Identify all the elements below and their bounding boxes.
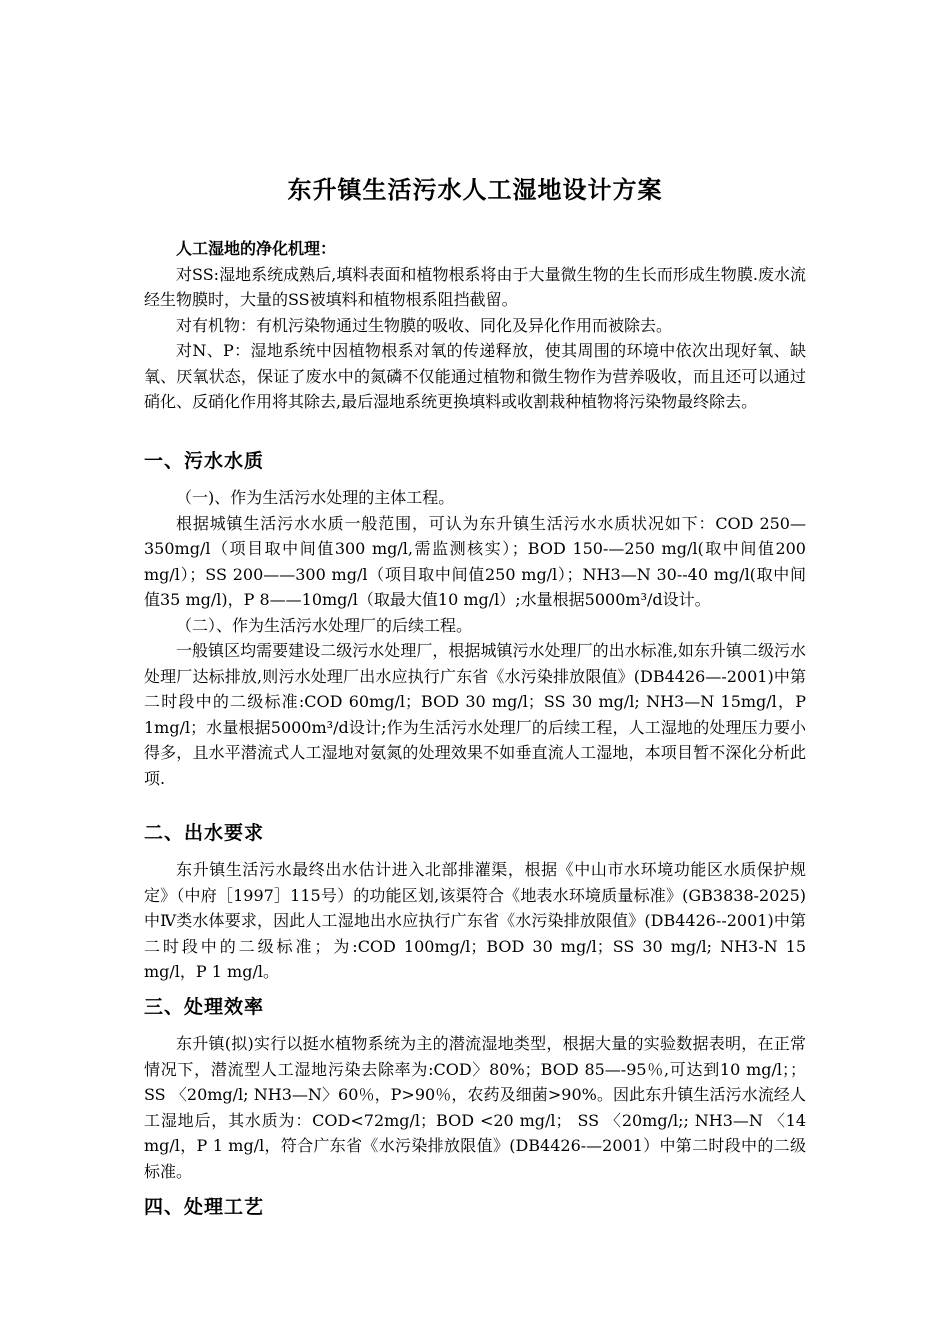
section-2-paragraph-1: 东升镇生活污水最终出水估计进入北部排灌渠，根据《中山市水环境功能区水质保护规定》（中府［1997］115号）的功能区划,该渠符合《地表水环境质量标准》(GB3838-2025)中Ⅳ类水体要求，因此人工湿地出水应执行广东省《水污染排放限值》(DB4426--2001)中第二时段中的二级标准；为:COD 100mg/l；BOD 30 mg/l；SS 30 mg/l; NH3-N 15 mg/l，P 1 mg/l。 [144, 860, 806, 981]
section-3-heading: 三、处理效率 [144, 996, 265, 1018]
section-1-paragraph-2: 根据城镇生活污水水质一般范围，可认为东升镇生活污水水质状况如下：COD 250—350mg/l（项目取中间值300 mg/l,需监测核实）；BOD 150-—250 mg/l(取中间值200 mg/l）；SS 200——300 mg/l（项目取中间值250 mg/l）；NH3—N 30--40 mg/l(取中间值35 mg/l)，P 8——10mg/l（取最大值10 mg/l）;水量根据5000m³/d设计。 [144, 513, 806, 609]
section-1-paragraph-4: 一般镇区均需要建设二级污水处理厂，根据城镇污水处理厂的出水标准,如东升镇二级污水处理厂达标排放,则污水处理厂出水应执行广东省《水污染排放限值》(DB4426—-2001)中第二时段中的二级标准:COD 60mg/l；BOD 30 mg/l；SS 30 mg/l; NH3—N 15mg/l，P 1mg/l；水量根据5000m³/d设计;作为生活污水处理厂的后续工程，人工湿地的处理压力要小得多，且水平潜流式人工湿地对氨氮的处理效果不如垂直流人工湿地，本项目暂不深化分析此项. [144, 641, 806, 788]
intro-paragraph-organics: 对有机物：有机污染物通过生物膜的吸收、同化及异化作用而被除去。 [176, 315, 673, 335]
section-3 [144, 994, 806, 1020]
section-2 [144, 820, 806, 846]
section-3-body [144, 1031, 806, 1184]
section-2-body [144, 857, 806, 985]
document-title: 东升镇生活污水人工湿地设计方案 [287, 176, 663, 204]
intro-paragraph-ss: 对SS:湿地系统成熟后,填料表面和植物根系将由于大量微生物的生长而形成生物膜.废水流经生物膜时，大量的SS被填料和植物根系阻挡截留。 [144, 264, 806, 309]
section-4-heading: 四、处理工艺 [144, 1196, 265, 1218]
section-2-heading: 二、出水要求 [144, 822, 265, 844]
section-1 [144, 448, 806, 474]
section-3-paragraph-1: 东升镇(拟)实行以挺水植物系统为主的潜流湿地类型，根据大量的实验数据表明，在正常情况下，潜流型人工湿地污染去除率为:COD〉80%；BOD 85—-95％,可达到10 mg/l；；SS 〈20mg/l; NH3—N〉60％，P>90％，农药及细菌>90%。因此东升镇生活污水流经人工湿地后，其水质为：COD<72mg/l；BOD <20 mg/l； SS 〈20mg/l;; NH3—N 〈14 mg/l，P 1 mg/l，符合广东省《水污染排放限值》(DB4426-—2001）中第二时段中的二级标准。 [144, 1034, 806, 1181]
section-1-body [144, 485, 806, 791]
intro-section [144, 236, 806, 415]
section-1-paragraph-1: （一)、作为生活污水处理的主体工程。 [176, 488, 455, 507]
intro-paragraph-np: 对N、P：湿地系统中因植物根系对氧的传递释放，使其周围的环境中依次出现好氧、缺氧、厌氧状态，保证了废水中的氮磷不仅能通过植物和微生物作为营养吸收，而且还可以通过硝化、反硝化作用将其除去,最后湿地系统更换填料或收割栽种植物将污染物最终除去。 [144, 341, 806, 411]
section-1-heading: 一、污水水质 [144, 450, 265, 472]
intro-heading: 人工湿地的净化机理： [176, 239, 337, 258]
section-1-paragraph-3: （二）、作为生活污水处理厂的后续工程。 [176, 615, 473, 635]
section-4 [144, 1194, 806, 1220]
